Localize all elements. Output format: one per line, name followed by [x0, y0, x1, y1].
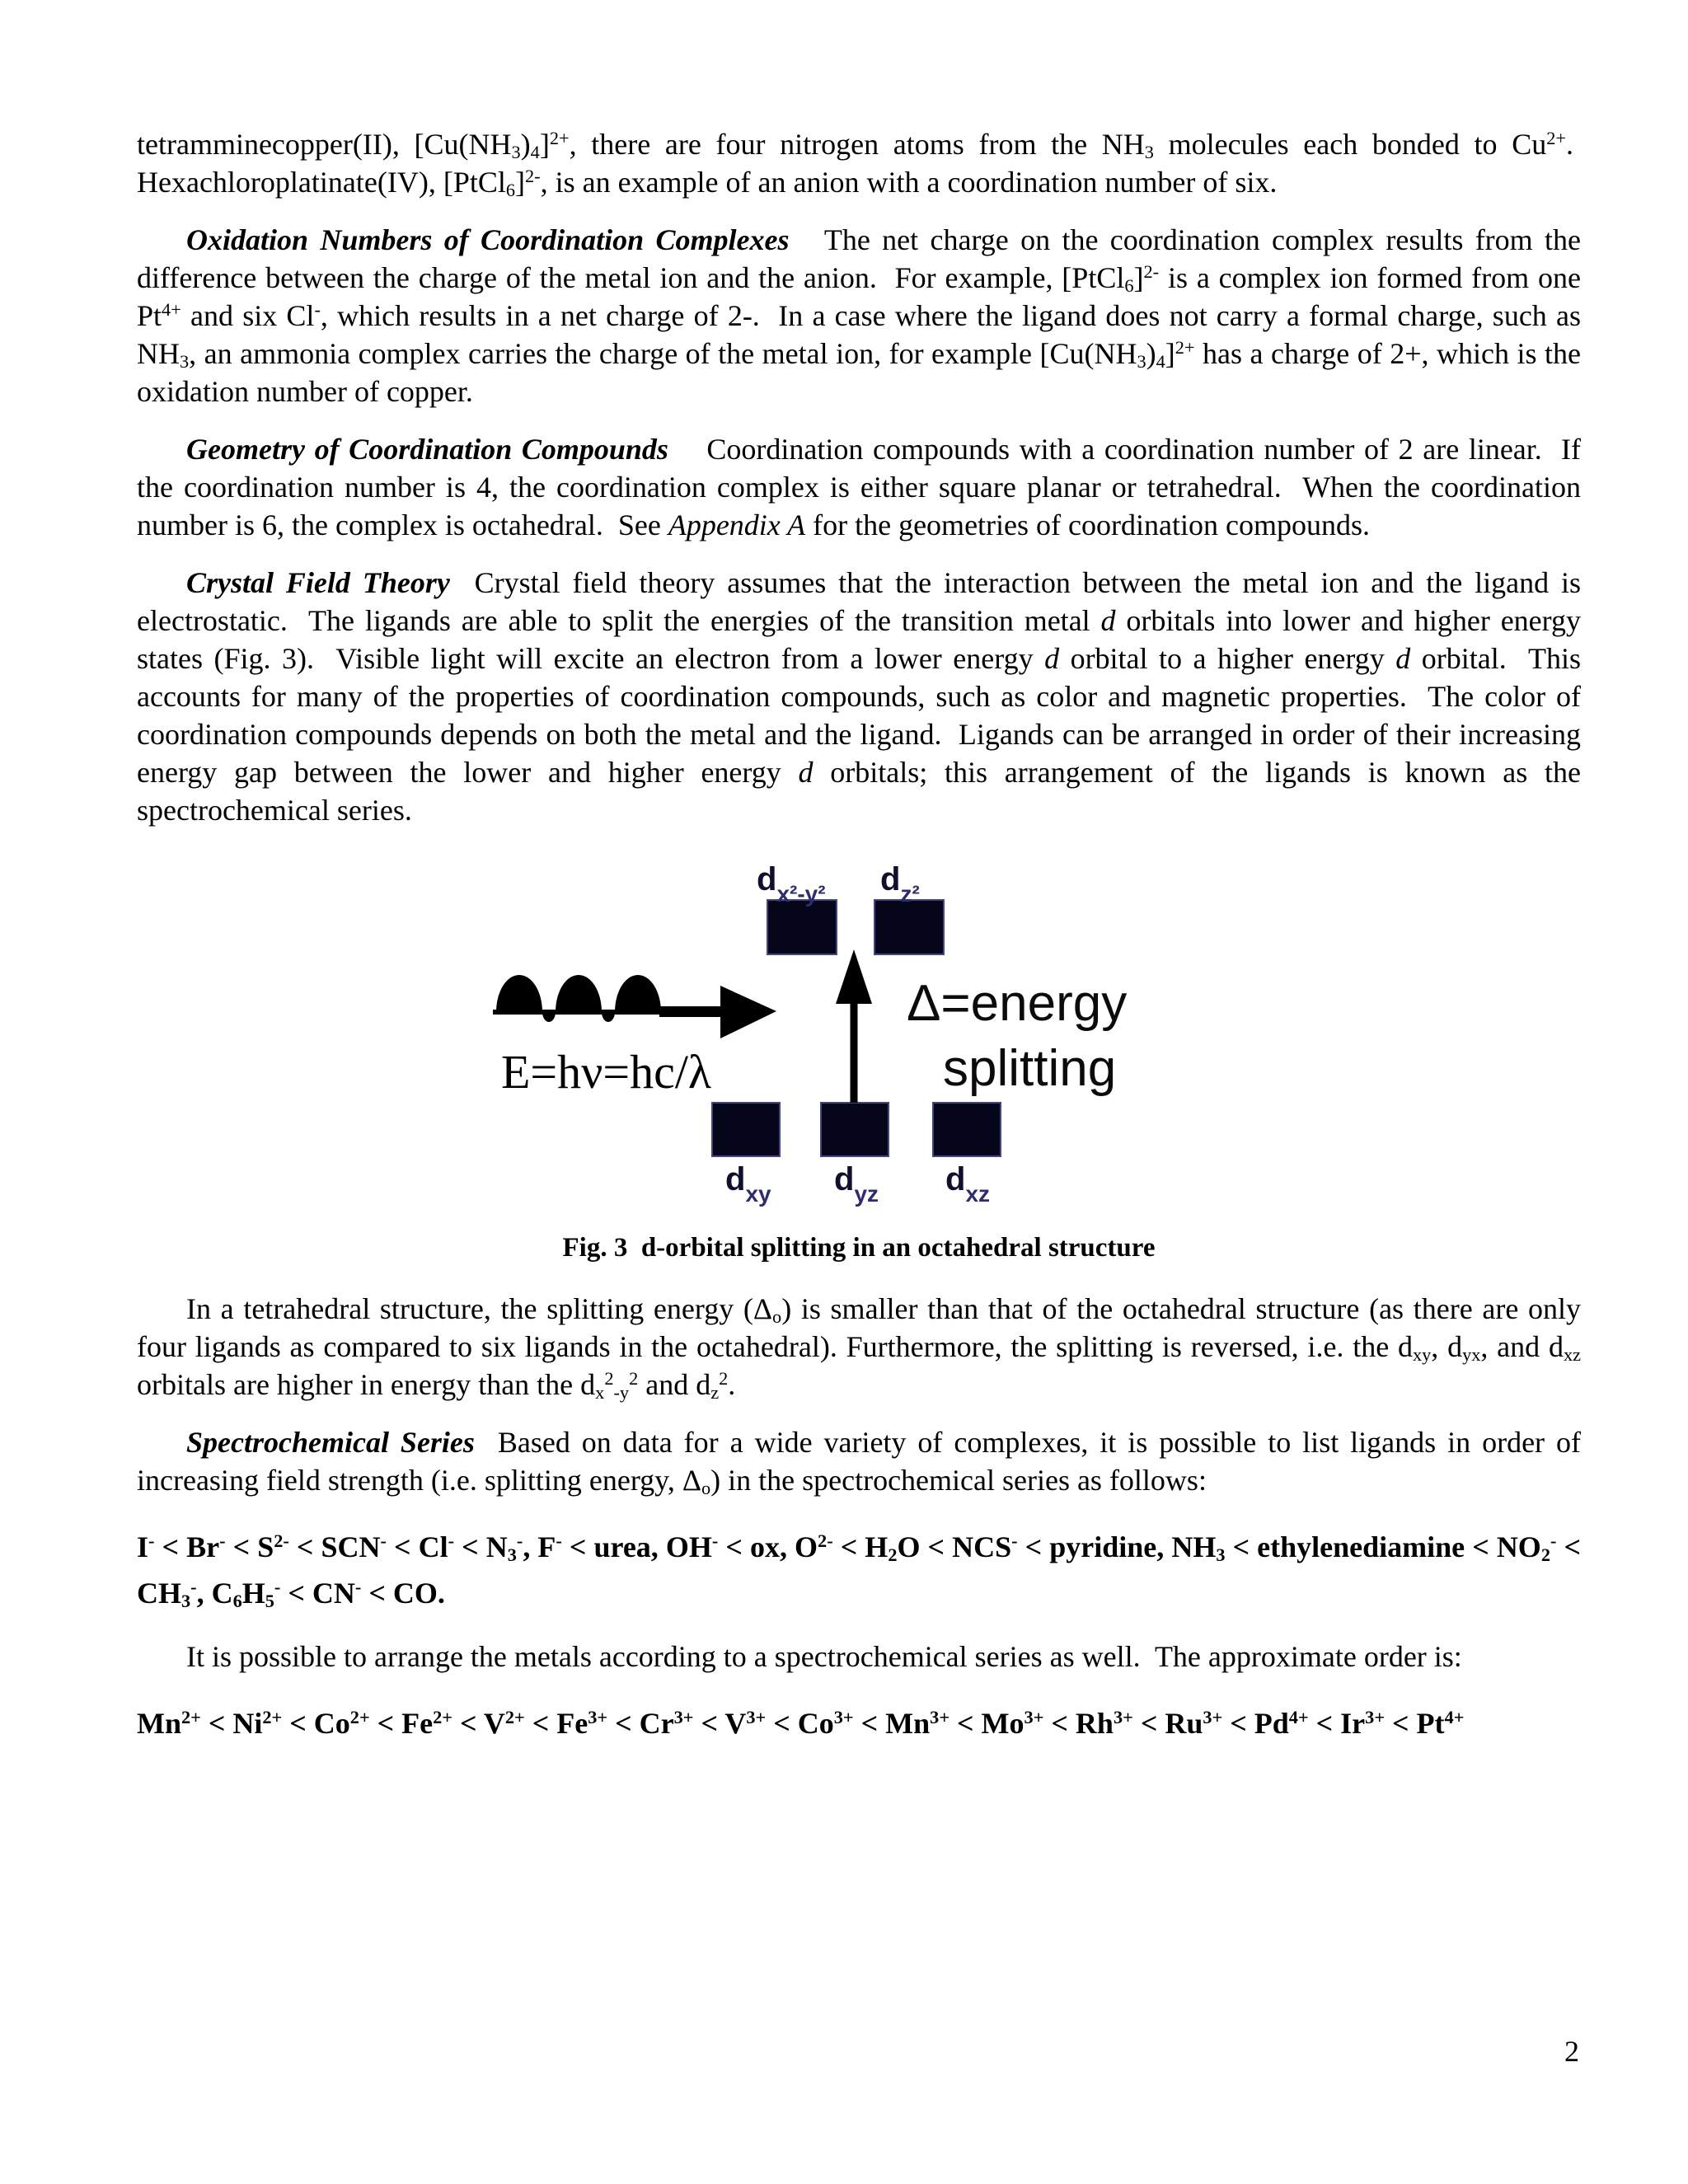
- label-dx2y2: dx²-y²: [757, 861, 826, 907]
- orbital-box-dx2y2: [767, 900, 837, 954]
- paragraph-metal-series-intro: It is possible to arrange the metals according to a spectrochemical series as well. The approximate order is:: [186, 1640, 1462, 1673]
- label-dyz: dyz: [834, 1161, 879, 1207]
- delta-energy-label-line1: Δ=energy: [907, 975, 1128, 1032]
- ligand-spectrochemical-series: $I^- < Br^- < S^{2-} < SCN^- < Cl^- < N_3^-$, F- < urea, OH- < ox, $O^{2-} < H_2O < NCS^-$ < pyridine, $NH_3$ < ethylenediamine < $NO_2^- < CH_3^-$, $C_6H_5^- < CN^-$ < CO.: [137, 1530, 1582, 1612]
- metal-spectrochemical-series: $Mn^{2+} < Ni^{2+} < Co^{2+} < Fe^{2+} < V^{2+} < Fe^{3+} < Cr^{3+} < V^{3+} < Co^{3+} < Mn^{3+} < Mo^{3+} < Rh^{3+} < Ru^{3+} < Pd^{4+} < Ir^{3+} < Pt^{4+}$: [137, 1707, 1465, 1740]
- orbital-box-dz2: [874, 900, 944, 954]
- delta-energy-label-line2: splitting: [943, 1040, 1117, 1097]
- paragraph-crystal-field-theory: Crystal Field Theory Crystal field theory assumes that the interaction between the metal ion and the ligand is electrostatic. The ligands are able to split the energies of the transition metal d orbitals into lower and higher energy states (Fig. 3). Visible light will excite an electron from a lower energy d orbital to a higher energy d orbital. This accounts for many of the properties of coordination compounds, such as color and magnetic properties. The color of coordination compounds depends on both the metal and the ligand. Ligands can be arranged in order of their increasing energy gap between the lower and higher energy d orbitals; this arrangement of the ligands is known as the spectrochemical series.: [137, 566, 1582, 827]
- paragraph-tetrahedral-splitting: In a tetrahedral structure, the splitting energy $(\Delta_o)$ is smaller than that of the octahedral structure (as there are only four ligands as compared to six ligands in the octahedral). Furthermore, the splitting is reversed, i.e. the $d_{xy}$, $d_{yx}$, and $d_{xz}$ orbitals are higher in energy than the $d_x^2_{-y}^2$ and $d_z^2$.: [137, 1292, 1582, 1404]
- paragraph-spectrochemical-series: Spectrochemical Series Based on data for a wide variety of complexes, it is possible to list ligands in order of increasing field strength (i.e. splitting energy, $\Delta_o$) in the spectrochemical series as follows:: [137, 1426, 1581, 1499]
- light-wave-icon: [493, 975, 776, 1038]
- label-dxz: dxz: [945, 1161, 991, 1207]
- figure-d-orbital-splitting: [447, 849, 1271, 1216]
- page-number: 2: [1564, 2035, 1579, 2068]
- figure-caption: Fig. 3 d-orbital splitting in an octahedral structure: [562, 1233, 1156, 1263]
- orbital-box-dyz: [821, 1103, 889, 1156]
- label-dz2: dz²: [880, 861, 920, 907]
- energy-splitting-arrow-icon: [836, 949, 872, 1103]
- paragraph-intro-continuation: tetramminecopper(II), $[Cu(NH_3)_4]^{2+}$, there are four nitrogen atoms from the $NH_3$ molecules each bonded to $Cu^{2+}$. Hexachloroplatinate(IV), [PtCl$_6$]$^{2-}$, is an example of an anion with a coordination number of six.: [137, 128, 1581, 201]
- paragraph-oxidation-numbers: Oxidation Numbers of Coordination Complexes The net charge on the coordination complex results from the difference between the charge of the metal ion and the anion. For example, [PtCl$_6$]$^{2-}$ is a complex ion formed from one $Pt^{4+}$ and six Cl-, which results in a net charge of 2-. In a case where the ligand does not carry a formal charge, such as $NH_3$, an ammonia complex carries the charge of the metal ion, for example $[Cu(NH_3)_4]^{2+}$ has a charge of 2+, which is the oxidation number of copper.: [137, 223, 1582, 408]
- photon-energy-equation: E=hν=hc/λ: [501, 1045, 712, 1099]
- orbital-box-dxy: [712, 1103, 780, 1156]
- orbital-box-dxz: [933, 1103, 1001, 1156]
- label-dxy: dxy: [725, 1161, 771, 1207]
- paragraph-geometry: Geometry of Coordination Compounds Coordination compounds with a coordination number of 2 are linear. If the coordination number is 4, the coordination complex is either square planar or tetrahedral. When the coordination number is 6, the complex is octahedral. See Appendix A for the geometries of coordination compounds.: [137, 433, 1581, 541]
- d-orbital-splitting-diagram: [447, 849, 1271, 1212]
